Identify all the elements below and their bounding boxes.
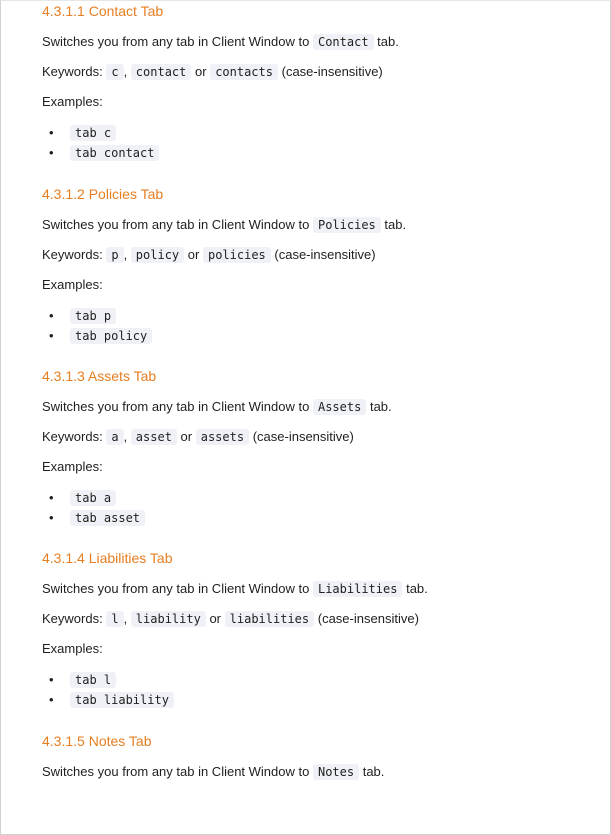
keyword-code: asset <box>131 429 177 445</box>
tab-name-code: Assets <box>313 399 366 415</box>
tab-name-code: Notes <box>313 764 359 780</box>
keyword-code: contacts <box>210 64 278 80</box>
section-description: Switches you from any tab in Client Window to Liabilities tab. <box>42 581 428 596</box>
example-code: tab liability <box>70 692 174 708</box>
list-item <box>42 488 145 508</box>
section-heading: 4.3.1.4 Liabilities Tab <box>42 550 173 566</box>
example-code: tab contact <box>70 145 159 161</box>
examples-label: Examples: <box>42 94 103 109</box>
tab-name-code: Policies <box>313 217 381 233</box>
keyword-code: a <box>106 429 123 445</box>
section-description: Switches you from any tab in Client Window to Assets tab. <box>42 399 392 414</box>
examples-label: Examples: <box>42 641 103 656</box>
section-keywords: Keywords: l , liability or liabilities (case-insensitive) <box>42 611 419 626</box>
list-item <box>42 306 152 326</box>
list-item <box>42 508 145 528</box>
example-code: tab c <box>70 125 116 141</box>
list-item <box>42 670 174 690</box>
list-item <box>42 690 174 710</box>
list-item <box>42 326 152 346</box>
section-heading: 4.3.1.3 Assets Tab <box>42 368 157 384</box>
keyword-code: policy <box>131 247 184 263</box>
section-keywords: Keywords: a , asset or assets (case-insensitive) <box>42 429 354 444</box>
keyword-code: policies <box>203 247 271 263</box>
example-code: tab asset <box>70 510 145 526</box>
section-heading: 4.3.1.2 Policies Tab <box>42 186 164 202</box>
example-code: tab a <box>70 490 116 506</box>
examples-list <box>42 123 159 163</box>
keyword-code: c <box>106 64 123 80</box>
section-description: Switches you from any tab in Client Window to Notes tab. <box>42 764 385 779</box>
example-code: tab l <box>70 672 116 688</box>
keyword-code: l <box>106 611 123 627</box>
example-code: tab policy <box>70 328 152 344</box>
examples-list <box>42 306 152 346</box>
list-item <box>42 123 159 143</box>
examples-label: Examples: <box>42 459 103 474</box>
examples-list <box>42 488 145 528</box>
examples-list <box>42 670 174 710</box>
keyword-code: p <box>106 247 123 263</box>
keyword-code: contact <box>131 64 192 80</box>
section-heading: 4.3.1.1 Contact Tab <box>42 3 164 19</box>
keyword-code: assets <box>196 429 249 445</box>
tab-name-code: Contact <box>313 34 374 50</box>
section-description: Switches you from any tab in Client Window to Policies tab. <box>42 217 407 232</box>
section-keywords: Keywords: p , policy or policies (case-insensitive) <box>42 247 376 262</box>
section-description: Switches you from any tab in Client Window to Contact tab. <box>42 34 399 49</box>
keyword-code: liabilities <box>225 611 314 627</box>
section-keywords: Keywords: c , contact or contacts (case-insensitive) <box>42 64 383 79</box>
example-code: tab p <box>70 308 116 324</box>
tab-name-code: Liabilities <box>313 581 402 597</box>
section-heading: 4.3.1.5 Notes Tab <box>42 733 152 749</box>
keyword-code: liability <box>131 611 206 627</box>
examples-label: Examples: <box>42 277 103 292</box>
list-item <box>42 143 159 163</box>
